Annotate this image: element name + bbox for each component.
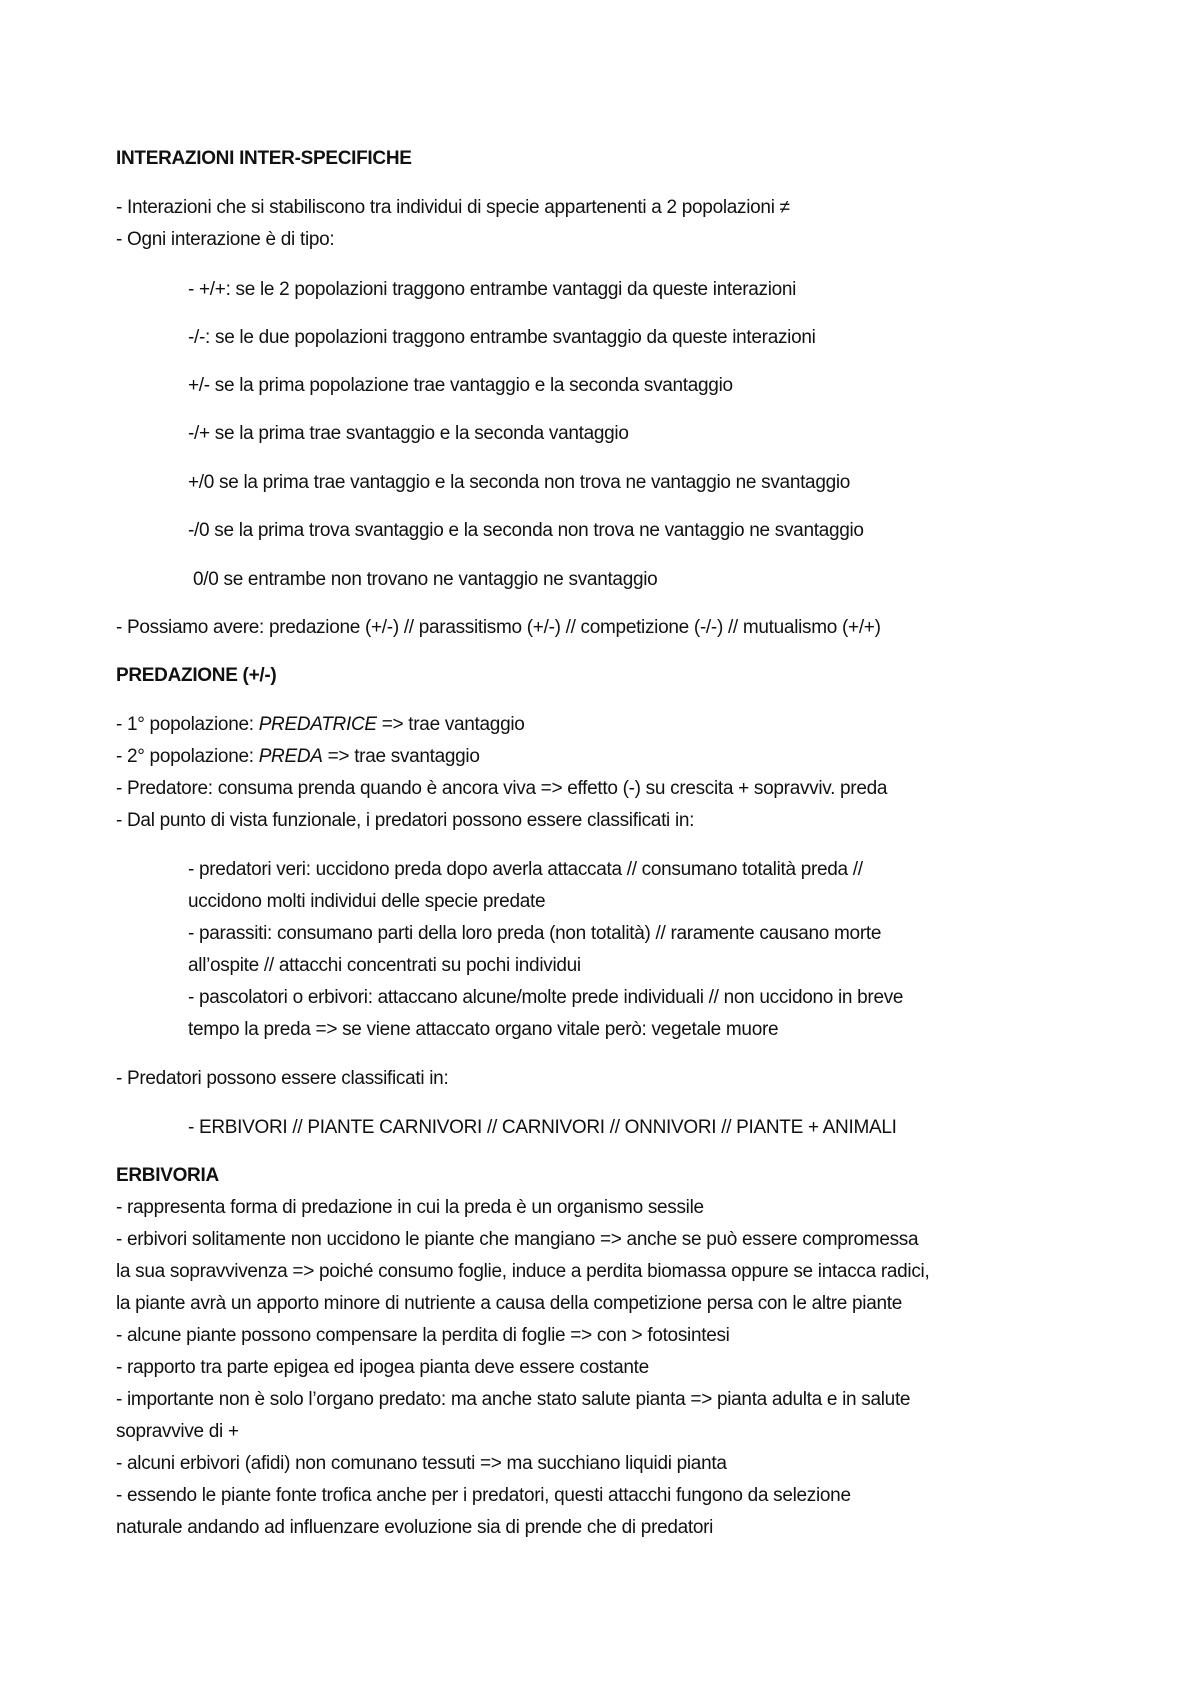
erbivoria-line: sopravvive di + [116,1421,239,1442]
predazione-line: - Predatore: consuma prenda quando è ancora viva => effetto (-) su crescita + sopravviv. preda [116,778,888,799]
erbivoria-line: la sua sopravvivenza => poiché consumo foglie, induce a perdita biomassa oppure se intacca radici, [116,1261,930,1282]
erbivoria-line: - alcuni erbivori (afidi) non comunano tessuti => ma succhiano liquidi pianta [116,1453,727,1474]
population-term: PREDA [258,746,323,767]
erbivoria-line: - essendo le piante fonte trofica anche per i predatori, questi attacchi fungono da selezione [116,1485,851,1506]
possiamo-line: - Possiamo avere: predazione (+/-) // parassitismo (+/-) // competizione (-/-) // mutualismo (+/+) [116,617,881,638]
interaction-type: 0/0 se entrambe non trovano ne vantaggio ne svantaggio [193,569,658,590]
predator-class-line: - predatori veri: uccidono preda dopo averla attaccata // consumano totalità preda // [188,859,863,880]
erbivoria-line: naturale andando ad influenzare evoluzione sia di prende che di predatori [116,1517,714,1538]
intro-line: - Ogni interazione è di tipo: [116,229,335,250]
predatori-list-line: - ERBIVORI // PIANTE CARNIVORI // CARNIVORI // ONNIVORI // PIANTE + ANIMALI [188,1117,897,1138]
erbivoria-line: - importante non è solo l’organo predato: ma anche stato salute pianta => pianta adulta e in salute [116,1389,911,1410]
interaction-type: +/0 se la prima trae vantaggio e la seconda non trova ne vantaggio ne svantaggio [188,472,851,493]
predator-class-line: uccidono molti individui delle specie predate [188,891,546,912]
population-line [116,745,480,769]
population-line [116,713,525,737]
erbivoria-line: - rapporto tra parte epigea ed ipogea pianta deve essere costante [116,1357,649,1378]
erbivoria-line: - alcune piante possono compensare la perdita di foglie => con > fotosintesi [116,1325,730,1346]
interaction-type: -/0 se la prima trova svantaggio e la seconda non trova ne vantaggio ne svantaggio [188,520,864,541]
predator-class-line: all’ospite // attacchi concentrati su pochi individui [188,955,581,976]
predator-class-line: tempo la preda => se viene attaccato organo vitale però: vegetale muore [188,1019,779,1040]
section-heading-predazione: PREDAZIONE (+/-) [116,665,277,686]
population-prefix: - 1° popolazione: [116,714,259,735]
predator-class-line: - pascolatori o erbivori: attaccano alcune/molte prede individuali // non uccidono in breve [188,987,904,1008]
predator-class-line: - parassiti: consumano parti della loro preda (non totalità) // raramente causano morte [188,923,882,944]
interaction-type: -/+ se la prima trae svantaggio e la seconda vantaggio [188,423,629,444]
intro-line: - Interazioni che si stabiliscono tra individui di specie appartenenti a 2 popolazioni ≠ [116,197,790,218]
predazione-line: - Dal punto di vista funzionale, i predatori possono essere classificati in: [116,810,695,831]
interaction-type: - +/+: se le 2 popolazioni traggono entrambe vantaggi da queste interazioni [188,279,797,300]
population-suffix: => trae svantaggio [322,746,480,767]
interaction-type: -/-: se le due popolazioni traggono entrambe svantaggio da queste interazioni [188,327,816,348]
erbivoria-line: - rappresenta forma di predazione in cui la preda è un organismo sessile [116,1197,704,1218]
erbivoria-line: - erbivori solitamente non uccidono le piante che mangiano => anche se può essere compromessa [116,1229,919,1250]
population-suffix: => trae vantaggio [376,714,525,735]
population-prefix: - 2° popolazione: [116,746,259,767]
section-heading-erbivoria: ERBIVORIA [116,1165,219,1186]
erbivoria-line: la piante avrà un apporto minore di nutriente a causa della competizione persa con le altre piante [116,1293,902,1314]
interaction-type: +/- se la prima popolazione trae vantaggio e la seconda svantaggio [188,375,733,396]
predatori-intro-line: - Predatori possono essere classificati in: [116,1068,449,1089]
population-term: PREDATRICE [258,714,377,735]
page-title: INTERAZIONI INTER-SPECIFICHE [116,148,412,169]
